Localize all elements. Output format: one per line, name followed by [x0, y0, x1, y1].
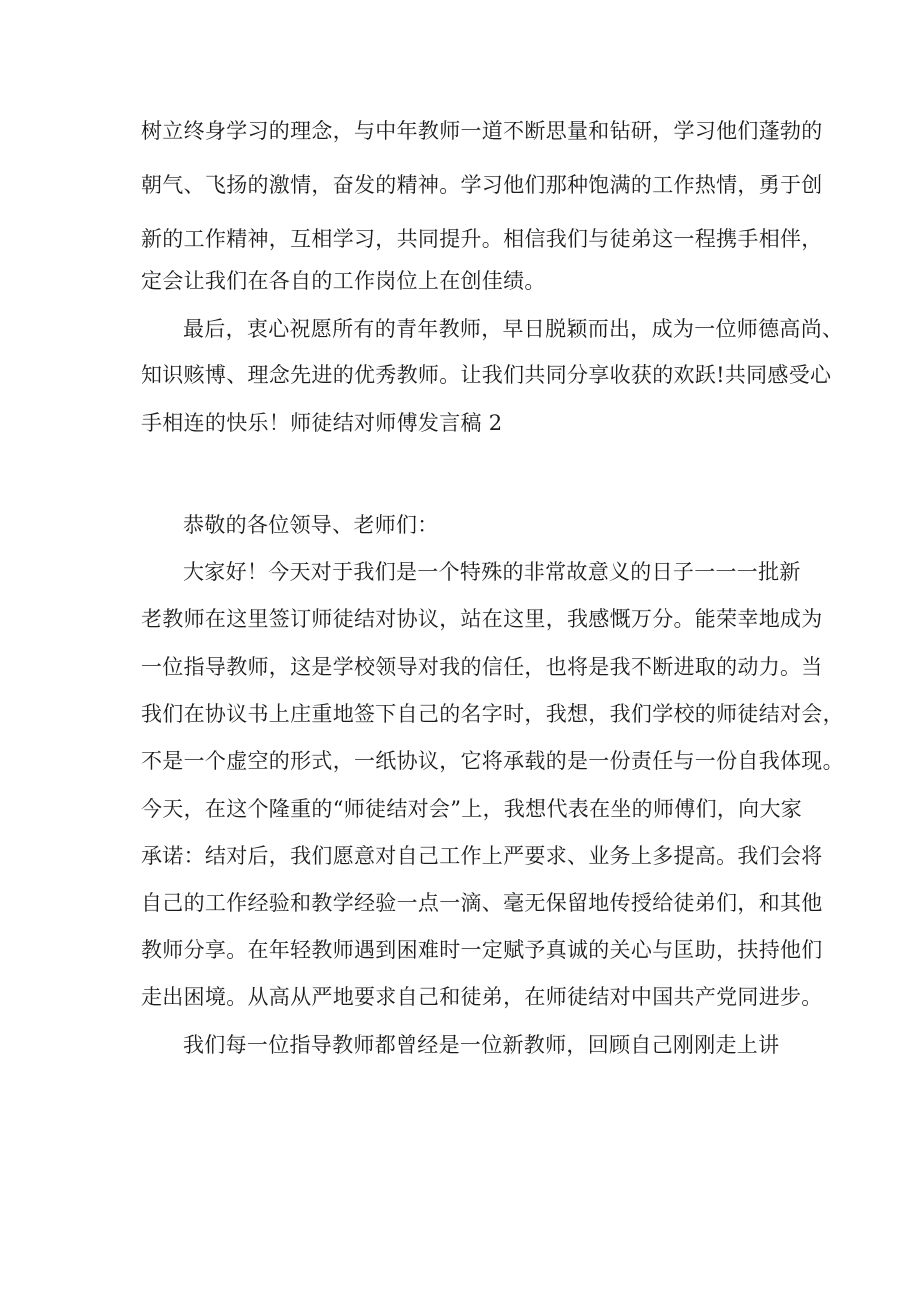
text-line-16: 自己的工作经验和教学经验一点一滴、毫无保留地传授给徒弟们，和其他: [141, 891, 823, 915]
text-line-5: 最后，衷心祝愿所有的青年教师，早日脱颖而出，成为一位师德高尚、: [183, 317, 844, 341]
text-line-15: 承诺：结对后，我们愿意对自己工作上严要求、业务上多提高。我们会将: [141, 844, 823, 868]
text-line-13: 不是一个虚空的形式，一纸协议，它将承载的是一份责任与一份自我体现。: [141, 749, 844, 773]
salutation-line: 恭敬的各位领导、老师们：: [183, 513, 439, 537]
text-line-17: 教师分享。在年轻教师遇到困难时一定赋予真诚的关心与匡助，扶持他们: [141, 938, 823, 962]
text-line-1: 树立终身学习的理念，与中年教师一道不断思量和钻研，学习他们蓬勃的: [141, 119, 823, 143]
text-line-9: 大家好！今天对于我们是一个特殊的非常故意义的日子一一一批新: [183, 560, 801, 584]
text-line-2: 朝气、飞扬的激情，奋发的精神。学习他们那种饱满的工作热情，勇于创: [141, 173, 823, 197]
text-line-10: 老教师在这里签订师徒结对协议，站在这里，我感慨万分。能荣幸地成为: [141, 607, 823, 631]
text-line-11: 一位指导教师，这是学校领导对我的信任，也将是我不断进取的动力。当: [141, 655, 823, 679]
text-line-19: 我们每一位指导教师都曾经是一位新教师，回顾自己刚刚走上讲: [183, 1033, 780, 1057]
text-line-3: 新的工作精神，互相学习，共同提升。相信我们与徒弟这一程携手相伴，: [141, 227, 823, 251]
text-line-7: 手相连的快乐！师徒结对师傅发言稿 2: [141, 411, 503, 435]
text-line-18: 走出困境。从高从严地要求自己和徒弟，在师徒结对中国共产党同进步。: [141, 985, 823, 1009]
text-line-6: 知识赅博、理念先进的优秀教师。让我们共同分享收获的欢跃!共同感受心: [141, 363, 832, 387]
text-line-12: 我们在协议书上庄重地签下自己的名字时，我想，我们学校的师徒结对会，: [141, 702, 844, 726]
text-line-4: 定会让我们在各自的工作岗位上在创佳绩。: [141, 269, 546, 293]
text-line-14: 今天，在这个隆重的“师徒结对会”上，我想代表在坐的师傅们，向大家: [141, 797, 803, 821]
